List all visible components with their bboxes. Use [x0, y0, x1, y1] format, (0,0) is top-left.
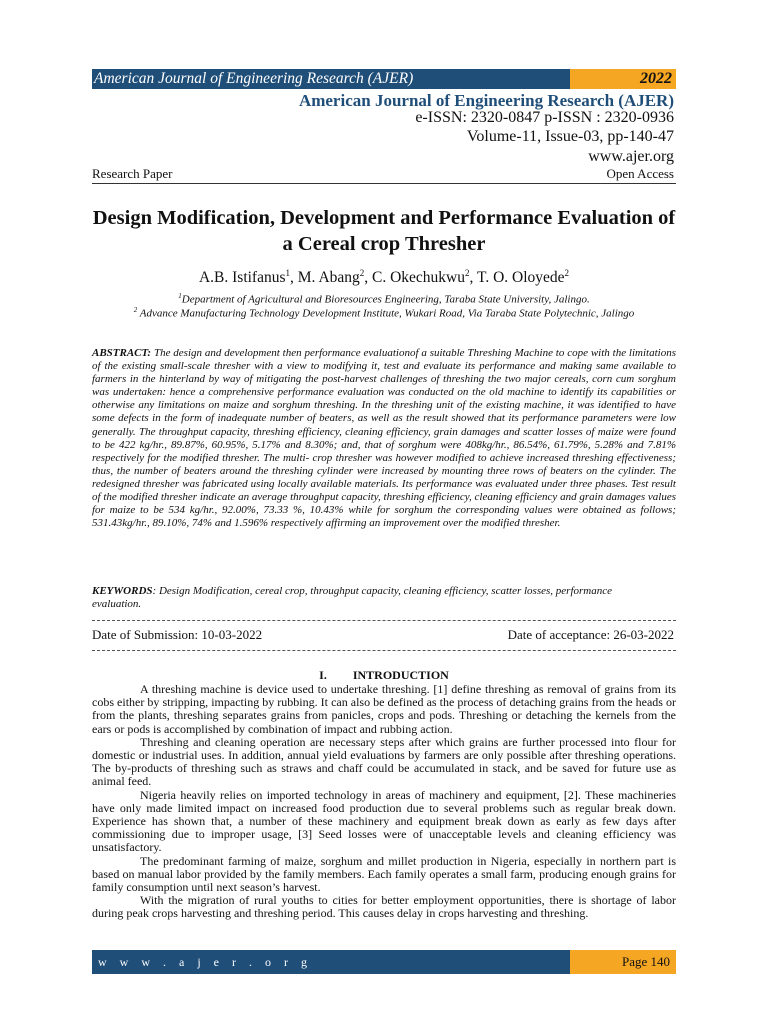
journal-title: American Journal of Engineering Research (AJER) — [298, 91, 674, 110]
abstract — [92, 347, 676, 530]
footer-website[interactable]: w w w . a j e r . o r g — [92, 950, 570, 974]
author-affiliation-mark: 1 — [285, 268, 291, 278]
paper-title: Design Modification, Development and Performance Evaluation of a Cereal crop Thresher — [92, 207, 676, 255]
page-number: Page 140 — [570, 950, 676, 974]
author-name: M. Abang — [297, 269, 360, 287]
date-submission: Date of Submission: 10-03-2022 — [92, 627, 263, 642]
affiliation-2: $^2$ Advance Manufacturing Technology Development Institute, Wukari Road, Via Taraba State Polytechnic, Jalingo — [133, 306, 635, 320]
header-band-journal: American Journal of Engineering Research (AJER) — [92, 69, 570, 89]
date-acceptance: Date of acceptance: 26-03-2022 — [507, 627, 674, 642]
header-band — [92, 69, 676, 89]
section-title: INTRODUCTION — [352, 668, 449, 682]
volume-line: Volume-11, Issue-03, pp-140-47 — [466, 128, 674, 145]
dashed-divider — [92, 620, 676, 621]
journal-website[interactable]: www.ajer.org — [588, 148, 674, 165]
abstract-label: ABSTRACT: — [92, 347, 152, 359]
issn-line: e-ISSN: 2320-0847 p-ISSN : 2320-0936 — [415, 109, 674, 126]
access-type: Open Access — [606, 166, 674, 181]
paragraph: Nigeria heavily relies on imported technology in areas of machinery and equipment, [2]. These machineries have only made limited impact on increased food production due to several problems such as regular break down. Experience has shown that, a number of these machinery and equipment break down as early as few days after commissioning due to improper usage, [3] Seed losses were of unacceptable levels and cleaning efficiency was unsatisfactory. — [92, 787, 676, 855]
keywords-text: : Design Modification, cereal crop, throughput capacity, cleaning efficiency, scatter losses, performance evaluation. — [92, 585, 612, 611]
header-divider — [92, 183, 676, 184]
abstract-text: The design and development then performance evaluationof a suitable Threshing Machine to cope with the limitations of the existing small-scale thresher with a view to modifying it, test and evaluate its performance and making same available to farmers in the hinterland by way of mitigating the post-harvest challenges of threshing the two major cereals, corn cum sorghum was undertaken: hence a comprehensive performance evaluation was conducted on the old machine to identify its capabilities or otherwise any limitations on maize and sorghum threshing. In the threshing unit of the existing machine, it was identified to have some defects in the form of inadequate number of beaters, as well as the result showed that its performance parameters were low generally. The throughput capacity, threshing efficiency, cleaning efficiency, grain damages and scatter losses of maize were found to be 422 kg/hr., 89.87%, 60.95%, 5.17% and 8.30%; and, that of sorghum were 408kg/hr., 86.54%, 61.79%, 5.28% and 7.81% respectively for the modified thresher. The multi- crop thresher was however modified to achieve increased threshing effectiveness; thus, the number of beaters around the threshing cylinder were increased by mounting three rows of beaters on the cylinder. The redesigned thresher was fabricated using locally available materials. Its performance was evaluated under three phases. Test result of the modified thresher indicate an average throughput capacity, threshing efficiency, cleaning efficiency and grain damages values for maize to be 534 kg/hr., 92.00%, 73.33 %, 10.43% while for sorghum the corresponding values were obtained as follows; 531.43kg/hr., 89.10%, 74% and 1.596% respectively affirming an improvement over the modified thresher. — [92, 347, 676, 530]
author-name: C. Okechukwu — [372, 269, 466, 287]
footer-band — [92, 950, 676, 974]
header-band-year: 2022 — [570, 69, 676, 89]
paragraph: A threshing machine is device used to undertake threshing. [1] define threshing as removal of grains from its cobs either by stripping, impacting by rubbing. It can also be defined as the process of detaching grains from the heads or from the plants, threshing separates grains from panicles, crops and pods. Threshing or detaching the kernels from the ears or pods is accomplished by combination of impact and rubbing action. — [92, 682, 676, 736]
paragraph: Threshing and cleaning operation are necessary steps after which grains are further processed into flour for domestic or industrial uses. In addition, annual yield evaluations by farmers are only possible after threshing operations. The by-products of threshing such as straws and chaff could be accumulated in stack, and be saved for future use as animal feed. — [92, 734, 676, 789]
paragraph: With the migration of rural youths to cities for better employment opportunities, there is shortage of labor during peak crops harvesting and threshing period. This causes delay in crops harvesting and threshing. — [92, 893, 676, 921]
keywords-label: KEYWORDS — [92, 585, 153, 597]
author-list: A.B. Istifanus$^1$, M. Abang$^2$, C. Okechukwu$^2$, T. O. Oloyede$^2$ — [198, 268, 570, 287]
author-affiliation-mark: 2 — [359, 268, 365, 278]
keywords — [92, 585, 632, 611]
section-number: I. — [319, 668, 327, 682]
author-name: A.B. Istifanus — [198, 269, 286, 287]
body-text — [92, 683, 676, 921]
author-affiliation-mark: 2 — [465, 268, 470, 278]
affiliation-1: $^1$Department of Agricultural and Bioresources Engineering, Taraba State University, Jalingo. — [178, 292, 590, 306]
dashed-divider — [92, 650, 676, 651]
author-name: T. O. Oloyede — [477, 269, 565, 287]
author-affiliation-mark: 2 — [564, 268, 570, 278]
section-heading — [92, 668, 676, 683]
paper-type: Research Paper — [92, 166, 173, 181]
paragraph: The predominant farming of maize, sorghum and millet production in Nigeria, especially in northern part is based on manual labor provided by the family members. Each family operates a small farm, producing enough grains for family consumption until next season’s harvest. — [92, 853, 676, 895]
